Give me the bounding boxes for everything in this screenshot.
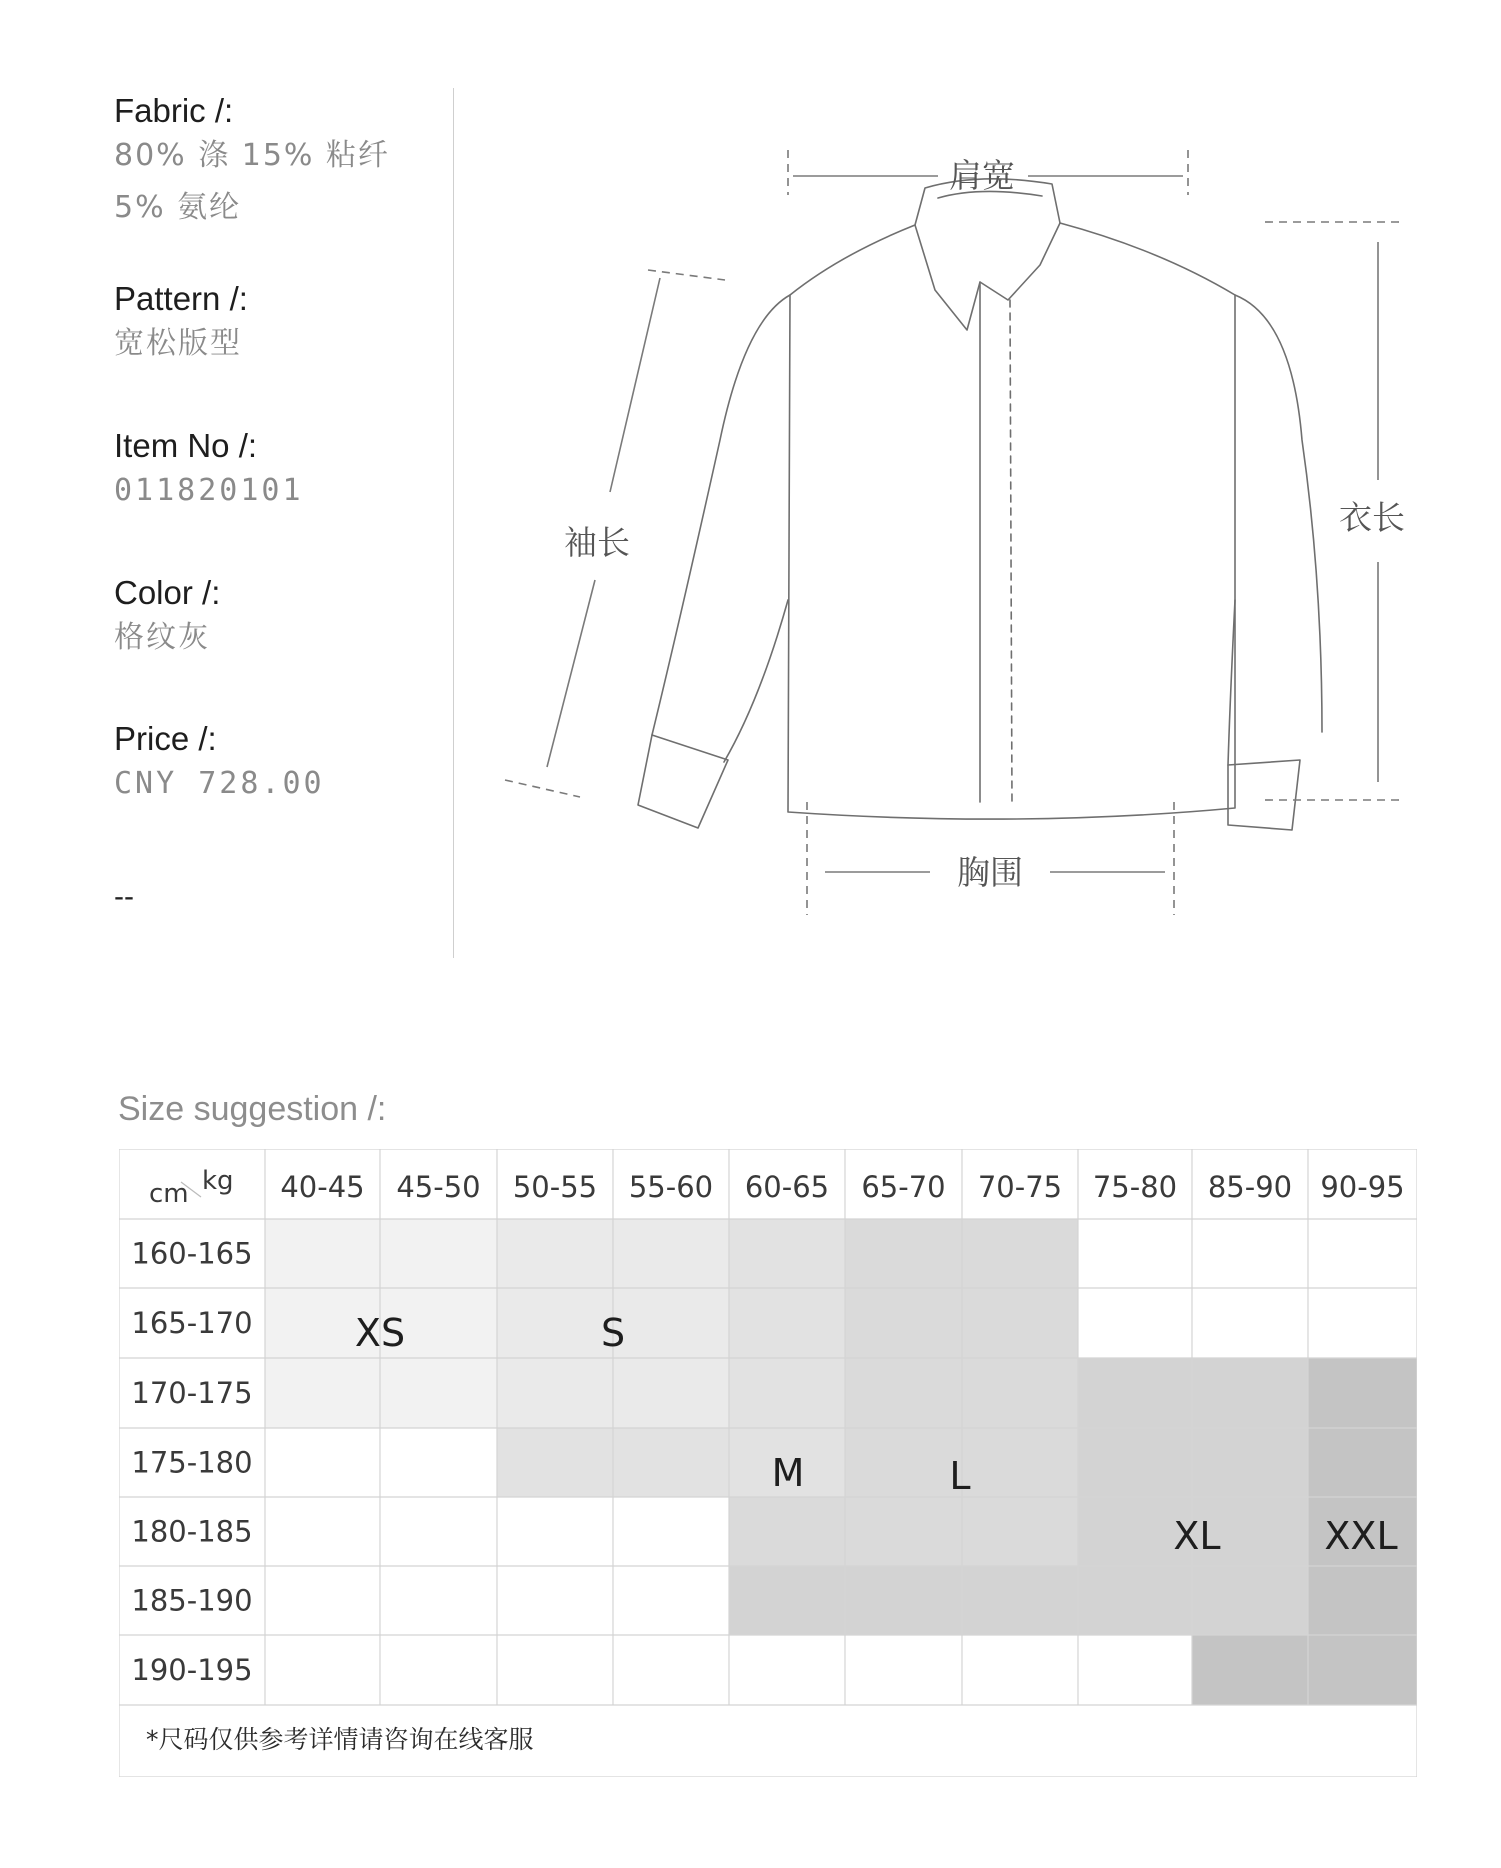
body-length-label: 衣长 (1339, 498, 1405, 537)
height-header: 170-175 (131, 1376, 253, 1410)
spec-label: Item No /: (114, 427, 258, 464)
size-note: *尺码仅供参考详情请咨询在线客服 (146, 1725, 534, 1754)
weight-header: 65-70 (861, 1170, 946, 1204)
weight-header: 90-95 (1320, 1170, 1405, 1204)
sleeve-length-label: 袖长 (564, 523, 630, 562)
size-label-xs: XS (354, 1311, 406, 1355)
spec-value: 宽松版型 (114, 326, 242, 361)
height-header: 165-170 (131, 1306, 253, 1340)
corner-unit-cm: cm (149, 1179, 189, 1209)
size-regions (265, 1219, 1417, 1705)
size-label-l: L (949, 1454, 971, 1498)
height-header: 180-185 (131, 1514, 253, 1549)
size-region-xl (1078, 1428, 1308, 1497)
size-region-m (729, 1219, 845, 1428)
spec-value: 011820101 (114, 473, 304, 508)
spec-label: Price /: (114, 720, 217, 757)
size-region-l (729, 1497, 1078, 1566)
spec-label: Color /: (114, 574, 221, 611)
spec-label: Fabric /: (114, 92, 234, 129)
size-region-xl (1078, 1358, 1308, 1428)
size-label-xxl: XXL (1324, 1514, 1398, 1558)
separator: -- (114, 880, 134, 913)
spec-item-no (114, 427, 304, 517)
spec-value: CNY 728.00 (114, 766, 325, 801)
size-region-xxl (1308, 1358, 1417, 1428)
weight-header: 45-50 (396, 1170, 481, 1204)
weight-header: 70-75 (977, 1170, 1063, 1204)
height-header: 175-180 (131, 1445, 253, 1480)
weight-header: 40-45 (280, 1170, 365, 1204)
chest-label: 胸围 (957, 853, 1023, 892)
spec-label: Pattern /: (114, 280, 248, 317)
weight-header: 55-60 (628, 1170, 714, 1204)
divider (453, 88, 454, 958)
size-label-m: M (771, 1451, 805, 1495)
weight-header: 60-65 (744, 1170, 830, 1204)
weight-header: 50-55 (512, 1170, 598, 1204)
height-header: 190-195 (131, 1653, 253, 1687)
spec-fabric (114, 92, 390, 234)
shoulder-width-label: 肩宽 (949, 156, 1015, 195)
size-region-xl (729, 1566, 1308, 1635)
size-region-xxl (1308, 1428, 1417, 1497)
spec-value: 5% 氨纶 (114, 190, 242, 225)
size-suggestion-title: Size suggestion /: (118, 1090, 387, 1128)
corner-unit-kg: kg (202, 1166, 234, 1196)
weight-header: 75-80 (1092, 1170, 1178, 1204)
size-region-xxl (1192, 1635, 1417, 1705)
size-label-s: S (600, 1311, 626, 1355)
spec-color (114, 574, 220, 664)
spec-pattern (114, 280, 248, 370)
size-region-xxl (1308, 1566, 1417, 1635)
size-label-xl: XL (1173, 1514, 1221, 1558)
spec-price (114, 720, 325, 810)
height-header: 185-190 (131, 1583, 253, 1618)
shirt-measurement-diagram (460, 60, 1420, 940)
size-table (119, 1149, 1417, 1777)
height-header: 160-165 (131, 1236, 253, 1271)
spec-value: 80% 涤 15% 粘纤 (114, 138, 390, 173)
weight-header: 85-90 (1207, 1170, 1293, 1204)
spec-value: 格纹灰 (114, 620, 210, 655)
